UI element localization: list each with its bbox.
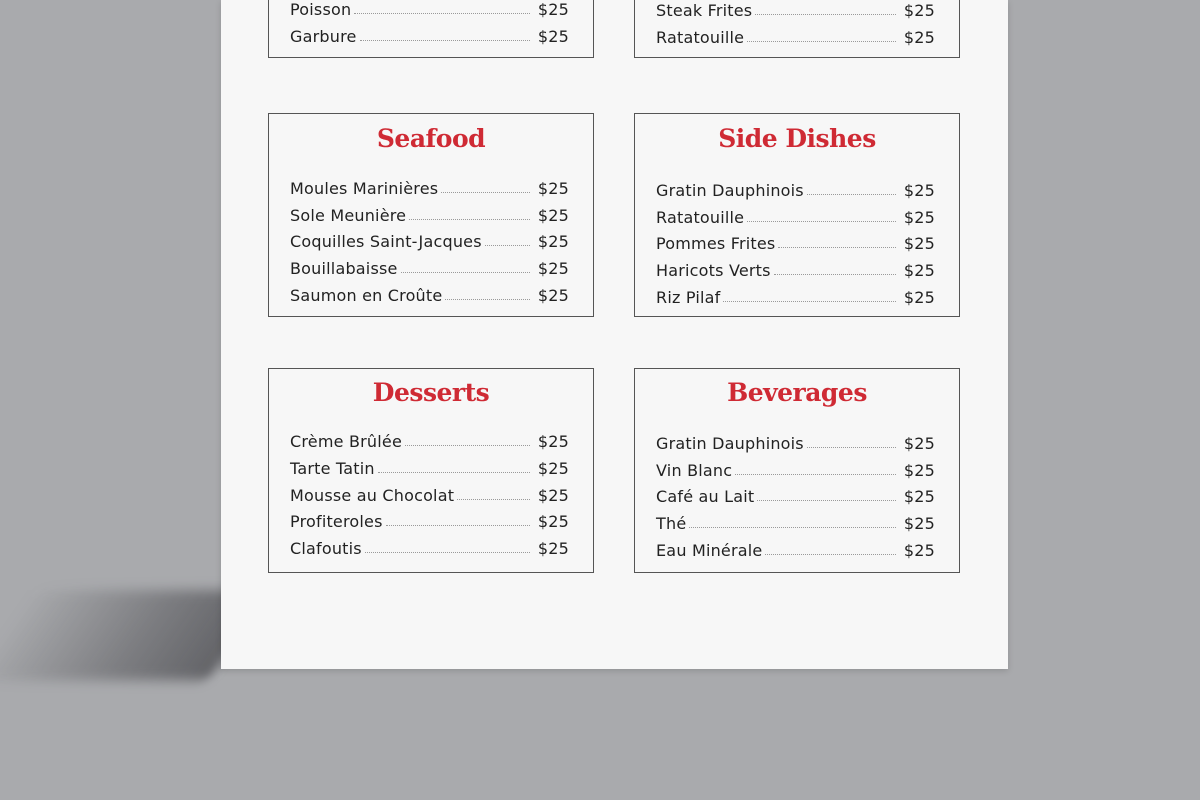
menu-item — [656, 23, 935, 47]
menu-item-name: Clafoutis — [290, 539, 362, 558]
menu-item-name: Steak Frites — [656, 1, 753, 20]
menu-item-name: Ratatouille — [656, 28, 745, 47]
menu-item-name: Coquilles Saint-Jacques — [290, 232, 482, 251]
menu-section-side-dishes — [634, 113, 960, 317]
menu-item-name: Ratatouille — [656, 208, 745, 227]
dot-leader — [485, 245, 530, 246]
menu-item-name: Bouillabaisse — [290, 259, 398, 278]
menu-item — [656, 203, 935, 227]
menu-item-price: $25 — [537, 27, 569, 46]
dot-leader — [747, 41, 896, 42]
menu-item — [656, 456, 935, 480]
menu-item-price: $25 — [537, 232, 569, 251]
dot-leader — [747, 221, 896, 222]
menu-item-name: Moules Marinières — [290, 179, 439, 198]
menu-item-price: $25 — [537, 0, 569, 19]
menu-item-price: $25 — [903, 541, 935, 560]
dot-leader — [445, 299, 529, 300]
menu-item-price: $25 — [903, 181, 935, 200]
menu-item-price: $25 — [903, 487, 935, 506]
menu-item-price: $25 — [537, 206, 569, 225]
menu-item — [290, 481, 569, 505]
menu-item-name: Gratin Dauphinois — [656, 181, 804, 200]
dot-leader — [757, 500, 895, 501]
menu-item — [290, 201, 569, 225]
dot-leader — [778, 247, 895, 248]
menu-item-price: $25 — [903, 261, 935, 280]
menu-item-name: Vin Blanc — [656, 461, 733, 480]
menu-item — [290, 22, 569, 46]
section-title: Beverages — [727, 378, 867, 407]
menu-item — [656, 429, 935, 453]
menu-section-top-left — [268, 0, 594, 58]
menu-item-price: $25 — [537, 486, 569, 505]
menu-item-name: Eau Minérale — [656, 541, 763, 560]
section-title: Desserts — [372, 378, 490, 407]
dot-leader — [689, 527, 896, 528]
menu-item-name: Profiteroles — [290, 512, 383, 531]
menu-item-name: Poisson — [290, 0, 352, 19]
menu-item-price: $25 — [903, 1, 935, 20]
menu-item — [290, 507, 569, 531]
dot-leader — [755, 14, 896, 15]
menu-item-name: Sole Meunière — [290, 206, 407, 225]
dot-leader — [723, 301, 895, 302]
menu-item — [290, 254, 569, 278]
menu-item-price: $25 — [903, 434, 935, 453]
menu-item-name: Pommes Frites — [656, 234, 776, 253]
dot-leader — [365, 552, 530, 553]
dot-leader — [807, 194, 896, 195]
menu-item-name: Thé — [656, 514, 687, 533]
menu-item-price: $25 — [903, 28, 935, 47]
menu-item — [290, 174, 569, 198]
menu-item-price: $25 — [537, 459, 569, 478]
menu-item-price: $25 — [903, 514, 935, 533]
menu-page — [221, 0, 1008, 669]
dot-leader — [386, 525, 530, 526]
section-title: Side Dishes — [718, 124, 876, 153]
dot-leader — [774, 274, 896, 275]
menu-item — [656, 283, 935, 307]
menu-item — [290, 427, 569, 451]
menu-item-price: $25 — [537, 539, 569, 558]
menu-item — [656, 0, 935, 20]
menu-item-name: Gratin Dauphinois — [656, 434, 804, 453]
dot-leader — [378, 472, 530, 473]
dot-leader — [807, 447, 896, 448]
menu-item — [290, 454, 569, 478]
menu-item-name: Crème Brûlée — [290, 432, 402, 451]
dot-leader — [735, 474, 896, 475]
menu-item-name: Saumon en Croûte — [290, 286, 443, 305]
menu-section-seafood — [268, 113, 594, 317]
menu-item — [290, 227, 569, 251]
section-title: Seafood — [376, 124, 486, 153]
menu-item-price: $25 — [537, 432, 569, 451]
dot-leader — [360, 40, 530, 41]
dot-leader — [354, 13, 530, 14]
menu-item-price: $25 — [903, 208, 935, 227]
dot-leader — [405, 445, 530, 446]
menu-section-desserts — [268, 368, 594, 573]
menu-item — [656, 229, 935, 253]
menu-item — [656, 176, 935, 200]
menu-item-name: Garbure — [290, 27, 357, 46]
dot-leader — [765, 554, 895, 555]
menu-item — [290, 0, 569, 19]
dot-leader — [409, 219, 530, 220]
menu-item — [656, 482, 935, 506]
menu-section-beverages — [634, 368, 960, 573]
menu-item — [290, 534, 569, 558]
menu-item — [656, 536, 935, 560]
menu-item — [656, 256, 935, 280]
menu-item-name: Haricots Verts — [656, 261, 771, 280]
menu-item-price: $25 — [903, 234, 935, 253]
dot-leader — [441, 192, 530, 193]
menu-item-name: Mousse au Chocolat — [290, 486, 455, 505]
menu-item-price: $25 — [903, 461, 935, 480]
dot-leader — [401, 272, 530, 273]
menu-item — [656, 509, 935, 533]
menu-item-name: Tarte Tatin — [290, 459, 375, 478]
menu-item-name: Riz Pilaf — [656, 288, 721, 307]
menu-item-price: $25 — [537, 286, 569, 305]
menu-item-price: $25 — [537, 259, 569, 278]
menu-item-price: $25 — [903, 288, 935, 307]
menu-item-price: $25 — [537, 512, 569, 531]
menu-item — [290, 281, 569, 305]
menu-item-price: $25 — [537, 179, 569, 198]
dot-leader — [457, 499, 530, 500]
menu-section-top-right — [634, 0, 960, 58]
menu-item-name: Café au Lait — [656, 487, 755, 506]
